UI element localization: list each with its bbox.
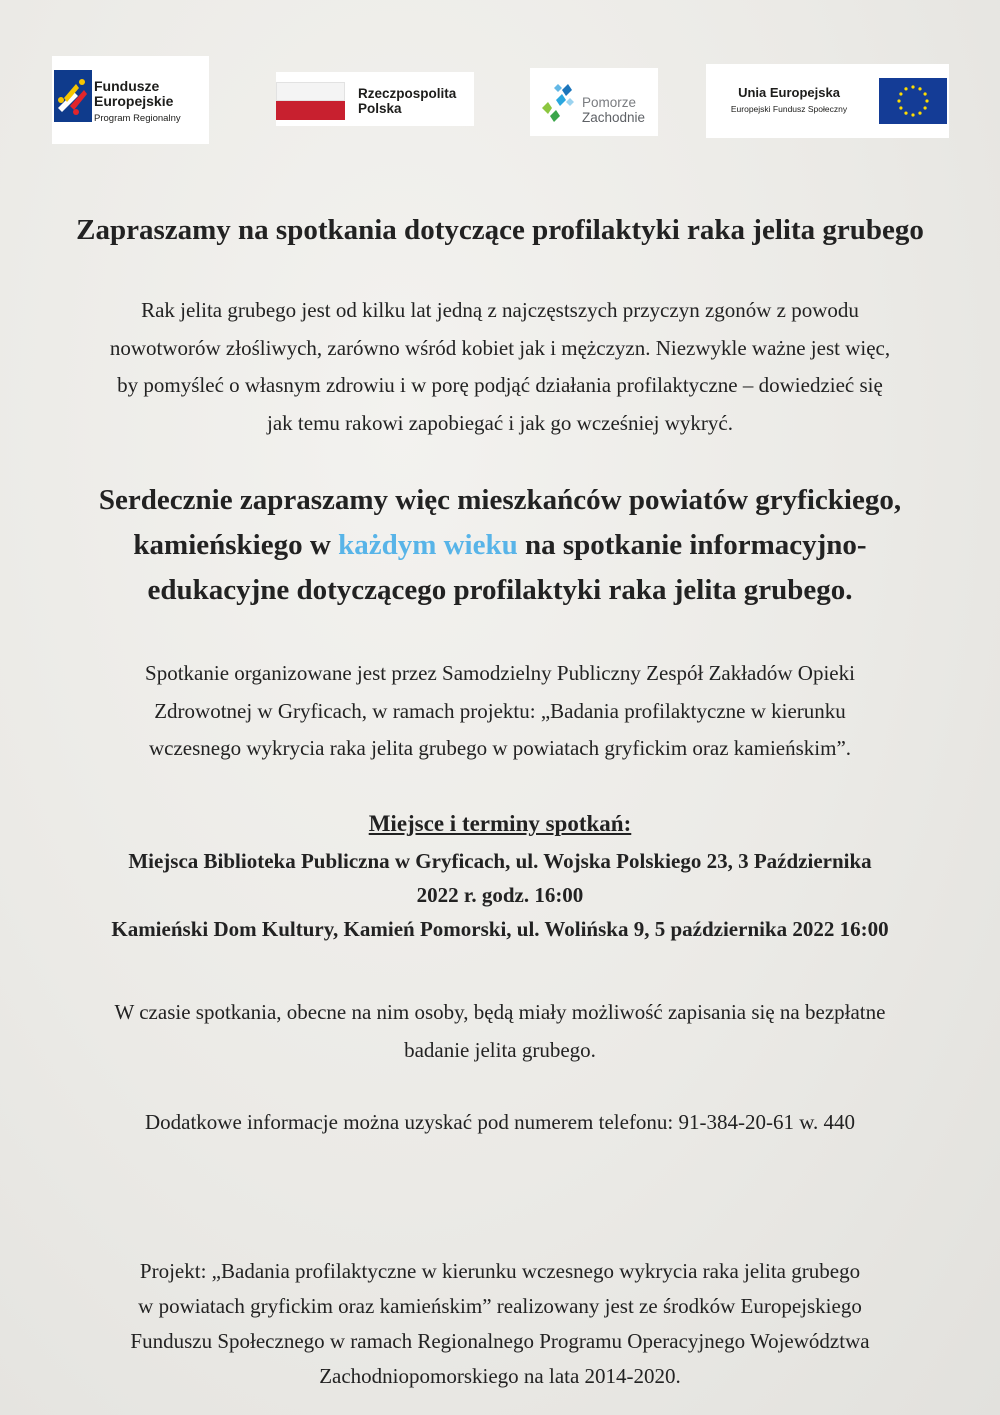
signup-line: badanie jelita grubego. xyxy=(404,1038,596,1062)
invite-line2-start: kamieńskiego w xyxy=(133,529,339,561)
fundusze-europejskie-logo xyxy=(52,56,209,144)
ue-line1: Unia Europejska xyxy=(738,85,840,100)
intro-line: Rak jelita grubego jest od kilku lat jedną z najczęstszych przyczyn zgonów z powodu xyxy=(141,298,859,322)
rzeczpospolita-polska-logo xyxy=(276,72,474,126)
eu-flag-icon xyxy=(879,78,947,124)
meetings-heading: Miejsce i terminy spotkań: xyxy=(368,811,632,836)
meeting-line: Miejsca Biblioteka Publiczna w Gryficach, ul. Wojska Polskiego 23, 3 Października xyxy=(128,849,872,873)
project-paragraph xyxy=(0,1254,1000,1394)
rp-line1: Rzeczpospolita xyxy=(358,86,457,101)
pomorze-zachodnie-logo xyxy=(530,68,658,136)
meeting-line: 2022 r. godz. 16:00 xyxy=(416,883,584,907)
rp-line2: Polska xyxy=(358,101,402,116)
phone-info: Dodatkowe informacje można uzyskać pod numerem telefonu: 91-384-20-61 w. 440 xyxy=(144,1110,856,1134)
invite-highlight: każdym wieku xyxy=(338,529,518,561)
pomorze-zachodnie-icon xyxy=(540,80,578,124)
project-line: Zachodniopomorskiego na lata 2014-2020. xyxy=(319,1364,681,1388)
intro-line: nowotworów złośliwych, zarówno wśród kobiet jak i mężczyzn. Niezwykle ważne jest więc, xyxy=(109,335,891,360)
organizer-line: Zdrowotnej w Gryficach, w ramach projektu: „Badania profilaktyczne w kierunku xyxy=(154,698,846,723)
intro-line: jak temu rakowi zapobiegać i jak go wcześniej wykryć. xyxy=(267,410,733,435)
unia-europejska-logo xyxy=(706,64,949,138)
signup-line: W czasie spotkania, obecne na nim osoby, będą miały możliwość zapisania się na bezpłatne xyxy=(114,1000,886,1024)
signup-paragraph xyxy=(0,993,1000,1069)
fundusze-europejskie-icon xyxy=(54,70,92,122)
invite-line2 xyxy=(0,523,1000,568)
invite-line2-end: na spotkanie informacyjno- xyxy=(517,529,867,561)
project-line: Funduszu Społecznego w ramach Regionalnego Programu Operacyjnego Województwa xyxy=(130,1329,870,1353)
ue-line2: Europejski Fundusz Społeczny xyxy=(730,104,848,114)
organizer-paragraph xyxy=(0,655,1000,768)
invitation-paragraph xyxy=(0,478,1000,613)
pz-line2: Zachodnie xyxy=(582,110,646,125)
intro-line: by pomyśleć o własnym zdrowiu i w porę podjąć działania profilaktyczne – dowiedzieć się xyxy=(117,373,883,397)
page-title: Zapraszamy na spotkania dotyczące profilaktyki raka jelita grubego xyxy=(76,214,924,246)
project-line: Projekt: „Badania profilaktyczne w kierunku wczesnego wykrycia raka jelita grubego xyxy=(139,1259,861,1283)
fundusze-line3: Program Regionalny xyxy=(94,113,181,124)
organizer-line: wczesnego wykrycia raka jelita grubego w powiatach gryfickim oraz kamieńskim”. xyxy=(148,736,852,760)
pz-line1: Pomorze xyxy=(582,95,637,110)
fundusze-line1: Fundusze xyxy=(94,78,160,94)
invite-line3: edukacyjne dotyczącego profilaktyki raka jelita grubego. xyxy=(147,574,853,606)
polish-flag-icon xyxy=(276,82,345,120)
organizer-line: Spotkanie organizowane jest przez Samodzielny Publiczny Zespół Zakładów Opieki xyxy=(145,661,855,685)
logo-bar xyxy=(0,0,1000,150)
fundusze-line2: Europejskie xyxy=(94,93,174,109)
project-line: w powiatach gryfickim oraz kamieńskim” realizowany jest ze środków Europejskiego xyxy=(138,1294,862,1318)
meetings-list xyxy=(0,844,1000,946)
invite-line1: Serdecznie zapraszamy więc mieszkańców powiatów gryfickiego, xyxy=(98,484,902,516)
intro-paragraph xyxy=(0,292,1000,442)
meeting-line: Kamieński Dom Kultury, Kamień Pomorski, ul. Wolińska 9, 5 października 2022 16:00 xyxy=(111,917,889,941)
